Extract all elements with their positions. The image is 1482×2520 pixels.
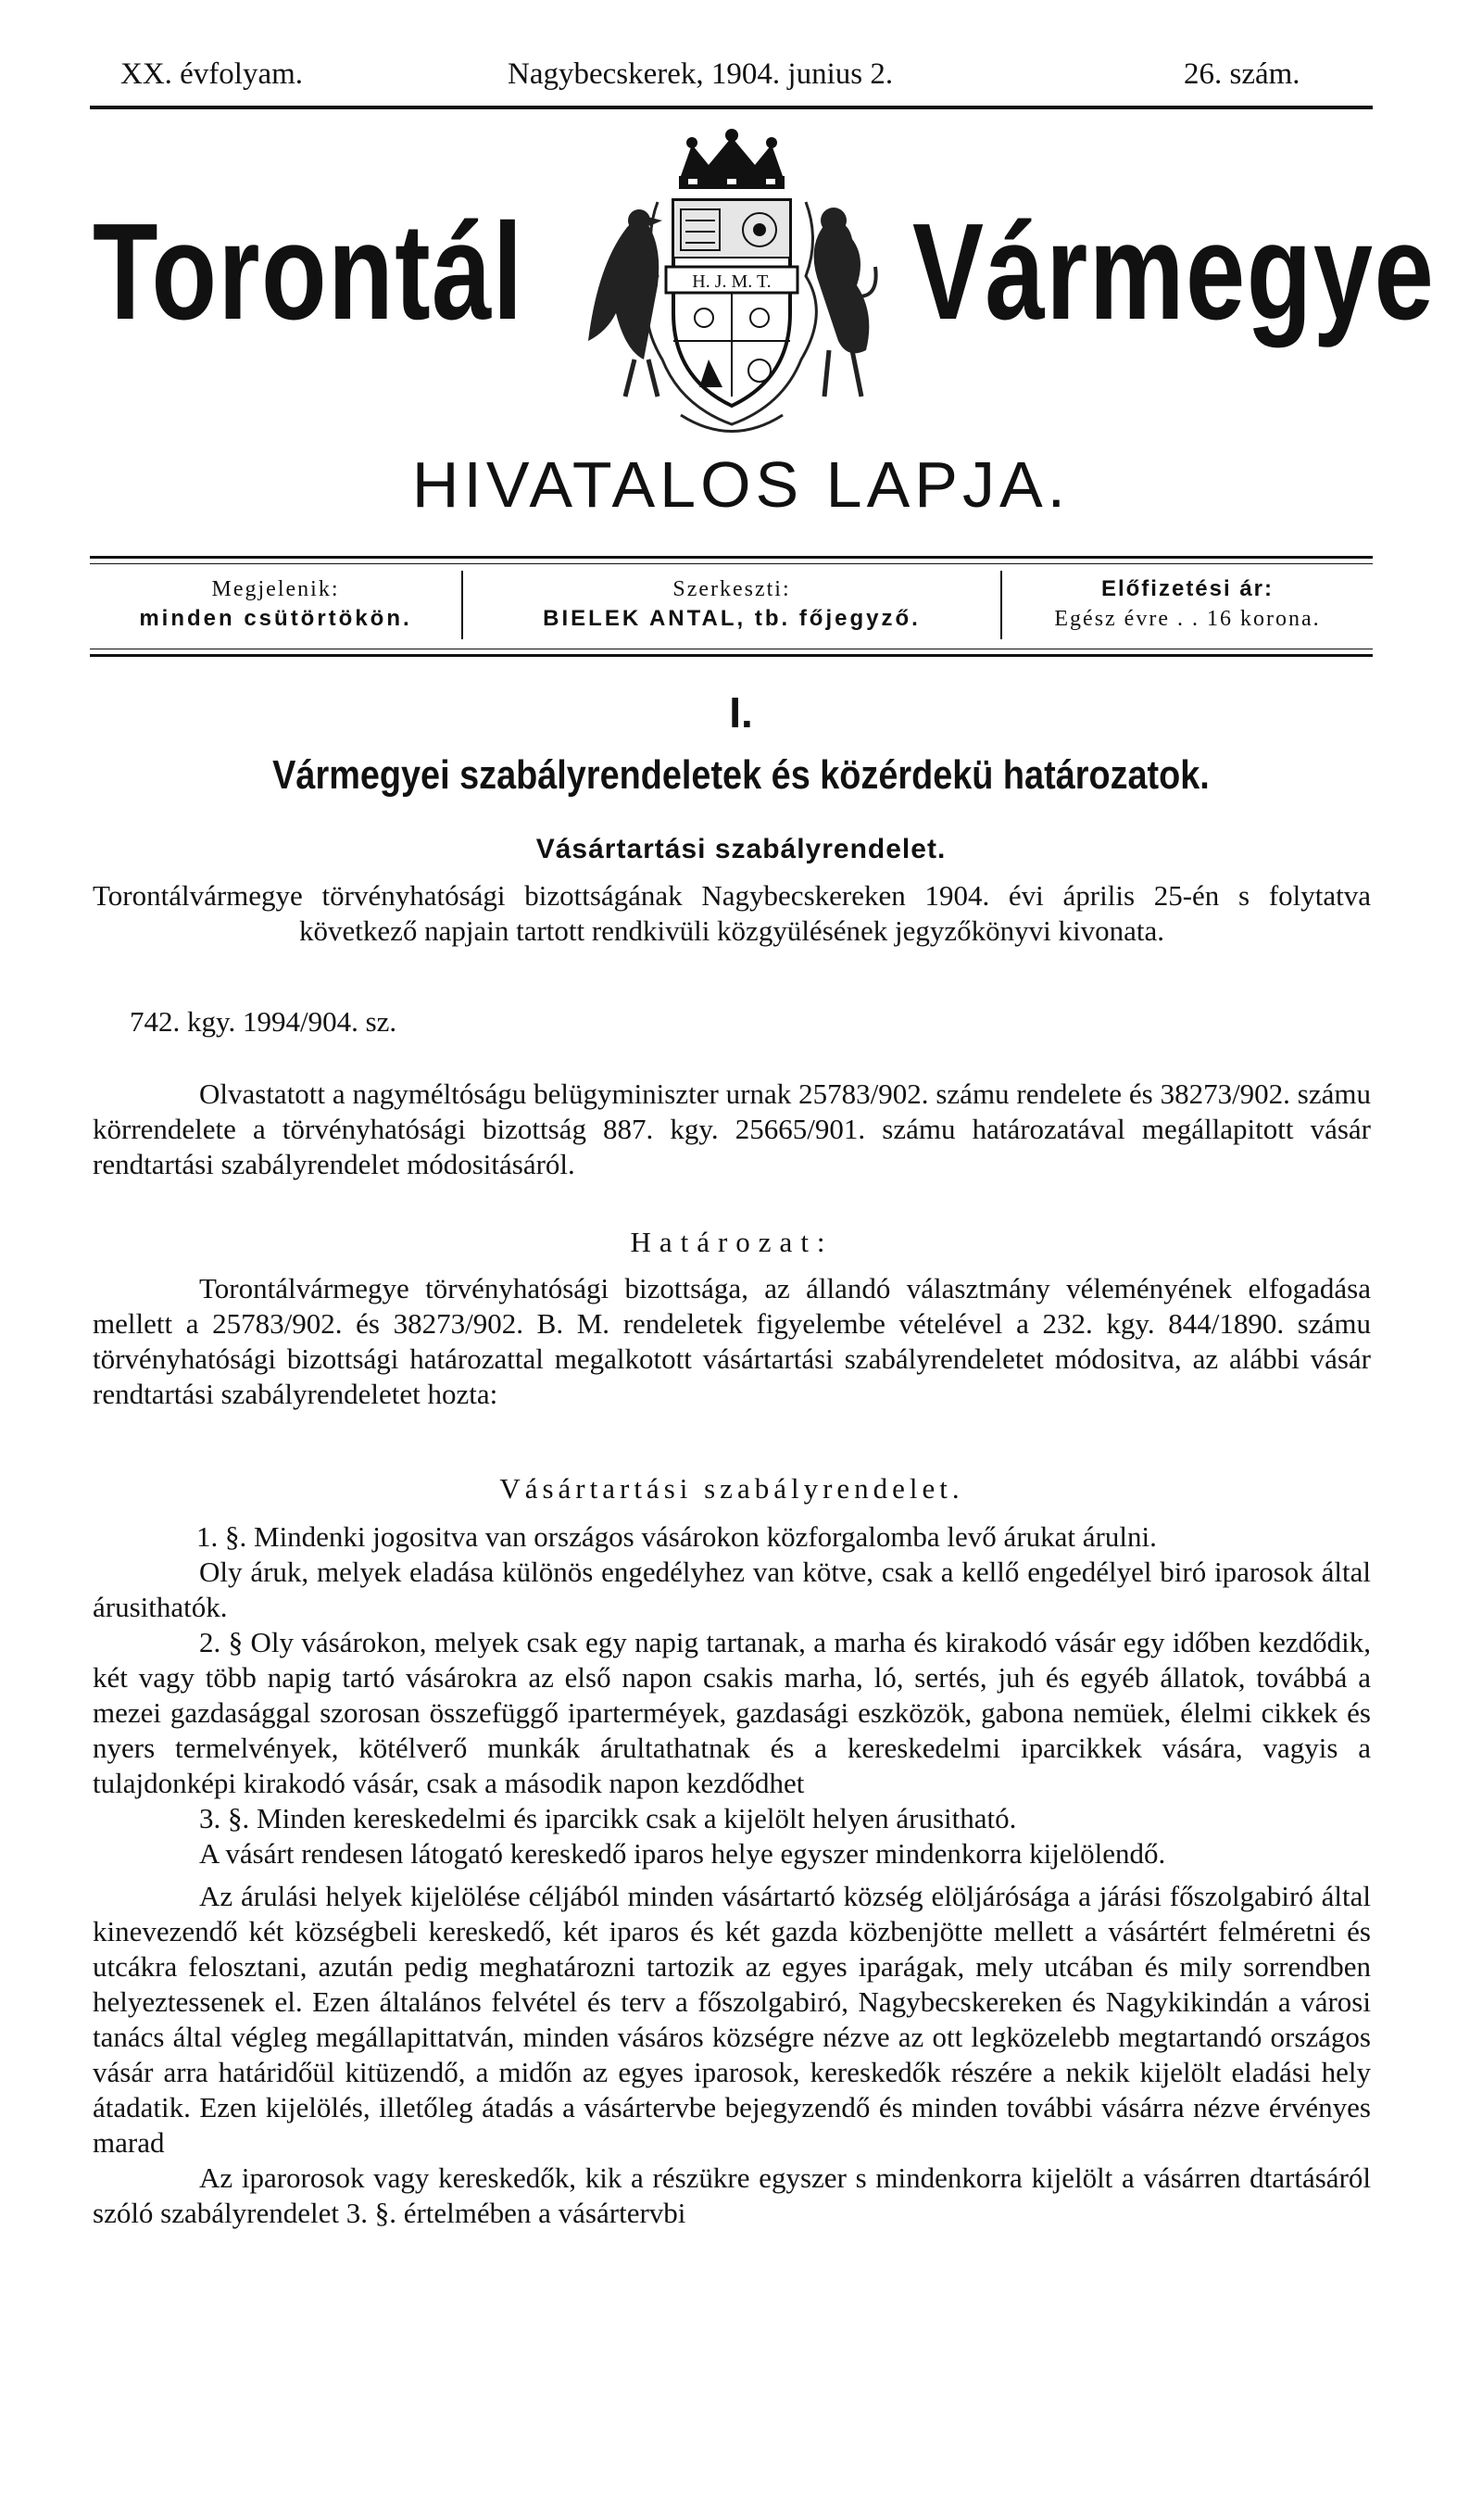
info-rule-top-thin [90, 563, 1373, 564]
intro-paragraph [93, 878, 1371, 949]
section-3d: Az iparorosok vagy kereskedők, kik a részükre egyszer s mindenkorra kijelölt a vásárren dtartásáról szóló szabályrendelet 3. §. értelmében a vásártervbi [93, 2161, 1371, 2229]
paragraph-decision-text: Torontálvármegye törvényhatósági bizottsága, az állandó választmány véleményének elfogadása mellett a 25783/902. és 38273/902. B. M. rendeletek figyelembe vételével a 232. kgy. 844/1890. számu törvényhatósági bizottsági határozattal megalkotott vásártartási szabályrendeletet módositva, az alábbi vásár rendtartási szabályrendeletet hozta: [93, 1272, 1371, 1410]
paragraph-decision [93, 1271, 1371, 1412]
issue-number: 26. szám. [1184, 57, 1300, 91]
paragraph-olvastatott [93, 1077, 1371, 1182]
coat-of-arms-icon [570, 128, 894, 443]
crest-label: H. J. M. T. [692, 271, 772, 292]
editor-label: Szerkeszti: [672, 577, 791, 601]
info-subscription [1002, 574, 1373, 634]
masthead-title-left: Torontál [93, 195, 524, 348]
section-3c: Az árulási helyek kijelölése céljából minden vásártartó község elöljárósága a járási főszolgabiró által kinevezendő két községbeli kereskedő, két iparos és két gazda közbenjötte mellett a vásártért felméretni és utcákra felosztani, azután pedig meghatározni tartozik az egyes iparágak, mely utcában és mily sorrendben helyeztessenek el. Ezen általános felvétel és terv a főszolgabiró, Nagybecskereken és Nagykikindán a városi tanács által végleg megállapittatván, minden vásáros községre nézve az ott legközelebb megtartandó országos vásár arra határidőül kitüzendő, a midőn az egyes iparosok, kereskedők részére a nekik kijelölt eladási hely átadatik. Ezen kijelölés, illetőleg átadás a vásártervbe bejegyzendő és minden további vásárra nézve érvényes marad [93, 1880, 1371, 2159]
info-editor [463, 574, 1000, 634]
rule-heading: Vásártartási szabályrendelet. [499, 1472, 964, 1505]
publication-label: Megjelenik: [211, 577, 340, 601]
regulation-text [93, 1519, 1371, 2231]
section-number: I. [729, 688, 753, 737]
section-1a: 1. §. Mindenki jogositva van országos vásárokon közforgalomba levő árukat árulni. [196, 1520, 1157, 1553]
section-3a: 3. §. Minden kereskedelmi és iparcikk csak a kijelölt helyen árusitható. [199, 1802, 1017, 1834]
masthead-subtitle: HIVATALOS LAPJA. [411, 448, 1071, 521]
intro-text: Torontálvármegye törvényhatósági bizottságának Nagybecskereken 1904. évi április 25-én s folytatva következő napjain tartott rendkivüli közgyülésének jegyzőkönyvi kivonata. [93, 879, 1371, 947]
reference-text: 742. kgy. 1994/904. sz. [130, 1005, 397, 1038]
volume-label: XX. évfolyam. [120, 57, 304, 91]
place-date: Nagybecskerek, 1904. junius 2. [508, 57, 894, 91]
paragraph-olvastatott-text: Olvastatott a nagyméltóságu belügyminiszter urnak 25783/902. számu rendelete és 38273/902. számu körrendelete a törvényhatósági bizottság 887. kgy. 25665/901. számu határozatával megállapitott vásár rendtartási szabályrendelet módositásáról. [93, 1077, 1371, 1180]
section-2: 2. § Oly vásárokon, melyek csak egy napig tartanak, a marha és kirakodó vásár egy időben kezdődik, két vagy több napig tartó vásárokra az első napon csakis marha, ló, sertés, juh és egyéb állatok, továbbá a mezei gazdasággal szorosan összefüggő iparterméyek, gazdasági eszközök, gabona nemüek, élelmi cikkek és nyers termelvények, kötélverő munkák árultathatnak és a kereskedelmi iparcikkek vására, vagyis a tulajdonképi kirakodó vásár, csak a második napon kezdődhet [93, 1626, 1371, 1799]
decision-heading: Határozat: [630, 1226, 834, 1258]
subscription-value: Egész évre . . 16 korona. [1054, 607, 1321, 631]
section-1b: Oly áruk, melyek eladása különös engedélyhez van kötve, csak a kellő engedélyel biró iparosok által árusithatók. [93, 1556, 1371, 1623]
info-publication [93, 574, 458, 634]
section-title: Vármegyei szabályrendeletek és közérdekü határozatok. [272, 752, 1210, 798]
info-rule-top [90, 556, 1373, 559]
info-rule-bottom [90, 654, 1373, 657]
reference-number [93, 1004, 1371, 1040]
article-title: Vásártartási szabályrendelet. [535, 834, 947, 864]
header-line [93, 57, 1380, 96]
subscription-label: Előfizetési ár: [1100, 576, 1275, 601]
editor-value: BIELEK ANTAL, tb. főjegyző. [543, 606, 921, 631]
publication-value: minden csütörtökön. [139, 606, 412, 631]
masthead-title-right: Vármegye [912, 195, 1436, 348]
header-rule [90, 106, 1373, 109]
section-3b: A vásárt rendesen látogató kereskedő iparos helye egyszer mindenkorra kijelölendő. [199, 1837, 1166, 1870]
